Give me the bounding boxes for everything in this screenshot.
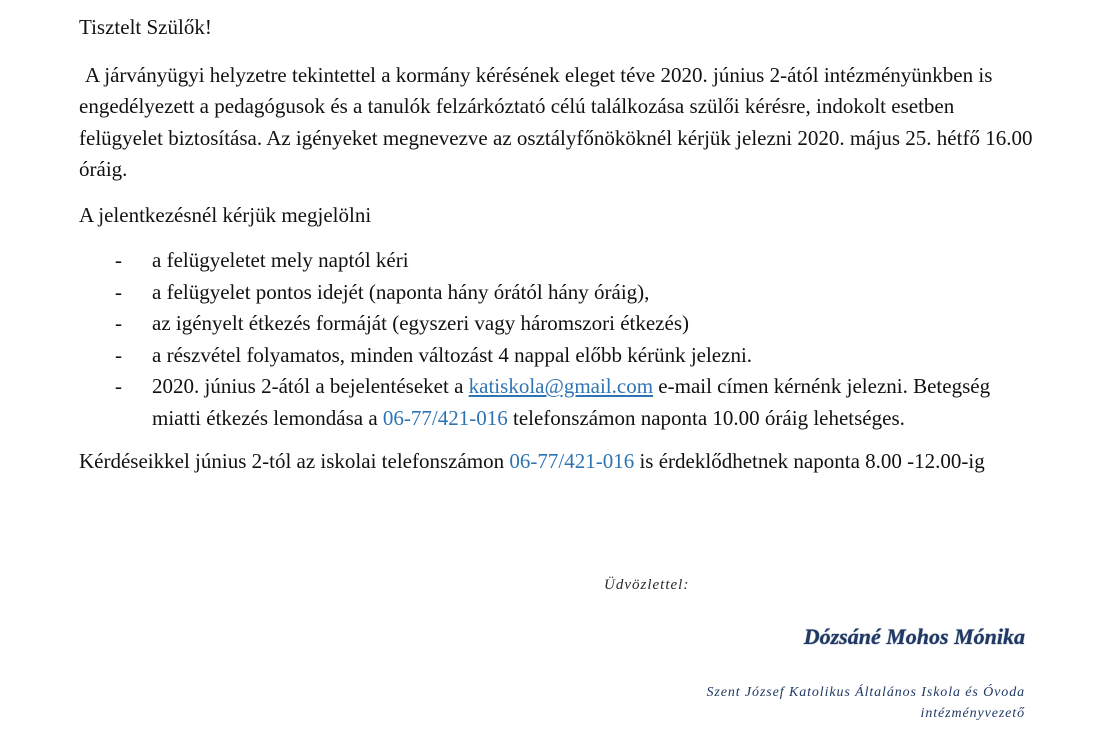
letter-body	[79, 12, 1039, 492]
bullet-dash: -	[115, 342, 122, 367]
phone-number: 06-77/421-016	[382, 405, 508, 430]
list-item	[79, 340, 1039, 372]
bullet-dash: -	[115, 374, 122, 398]
closing-text: Üdvözlettel:	[604, 577, 690, 593]
intro-paragraph	[79, 60, 1039, 186]
list-item-text: 2020. június 2-ától a bejelentéseket a	[152, 374, 469, 398]
list-item-text: az igényelt étkezés formáját (egyszeri vagy háromszori étkezés)	[152, 311, 689, 335]
bullet-dash: -	[115, 248, 122, 272]
phone-number: 06-77/421-016	[509, 449, 635, 473]
bullet-dash: -	[115, 311, 122, 335]
list-item-text: a felügyeletet mely naptól kéri	[152, 248, 409, 272]
requirements-list	[79, 245, 1039, 434]
signatory-title: intézményvezető	[920, 706, 1025, 721]
list-intro: A jelentkezésnél kérjük megjelölni	[79, 202, 372, 227]
list-item-text: a felügyelet pontos idejét (naponta hány órától hány óráig),	[152, 279, 650, 304]
email-link[interactable]: katiskola@gmail.com	[468, 374, 654, 398]
questions-text: is érdeklődhetnek naponta 8.00 -12.00-ig	[634, 449, 985, 473]
bullet-dash: -	[115, 279, 122, 304]
list-item-text: e-mail címen kérnénk jelezni. Betegség miatti étkezés lemondása a	[152, 374, 991, 430]
list-item	[79, 308, 1039, 340]
signatory-block	[706, 682, 1025, 724]
questions-text: Kérdéseikkel június 2-tól az iskolai telefonszámon	[79, 449, 510, 473]
intro-text: A járványügyi helyzetre tekintettel a kormány kérésének eleget téve 2020. június 2-ától intézményünkben is engedélyezett a pedagógusok és a tanulók felzárkóztató célú találkozása szülői kérésre, indokolt esetben felügyelet biztosítása. Az igényeket megnevezve az osztályfőnököknél kérjük jelezni 2020. május 25. hétfő 16.00 óráig.	[79, 62, 1033, 181]
list-item-text: a részvétel folyamatos, minden változást 4 nappal előbb kérünk jelezni.	[152, 342, 753, 367]
greeting: Tisztelt Szülők!	[79, 15, 212, 39]
list-item-text: telefonszámon naponta 10.00 óráig lehetséges.	[507, 405, 905, 430]
list-item	[79, 371, 1039, 434]
signature: Dózsáné Mohos Mónika	[803, 624, 1025, 649]
list-item	[79, 277, 1039, 309]
organization-name: Szent József Katolikus Általános Iskola és Óvoda	[706, 685, 1025, 700]
questions-paragraph	[79, 446, 1039, 478]
list-item	[79, 245, 1039, 277]
